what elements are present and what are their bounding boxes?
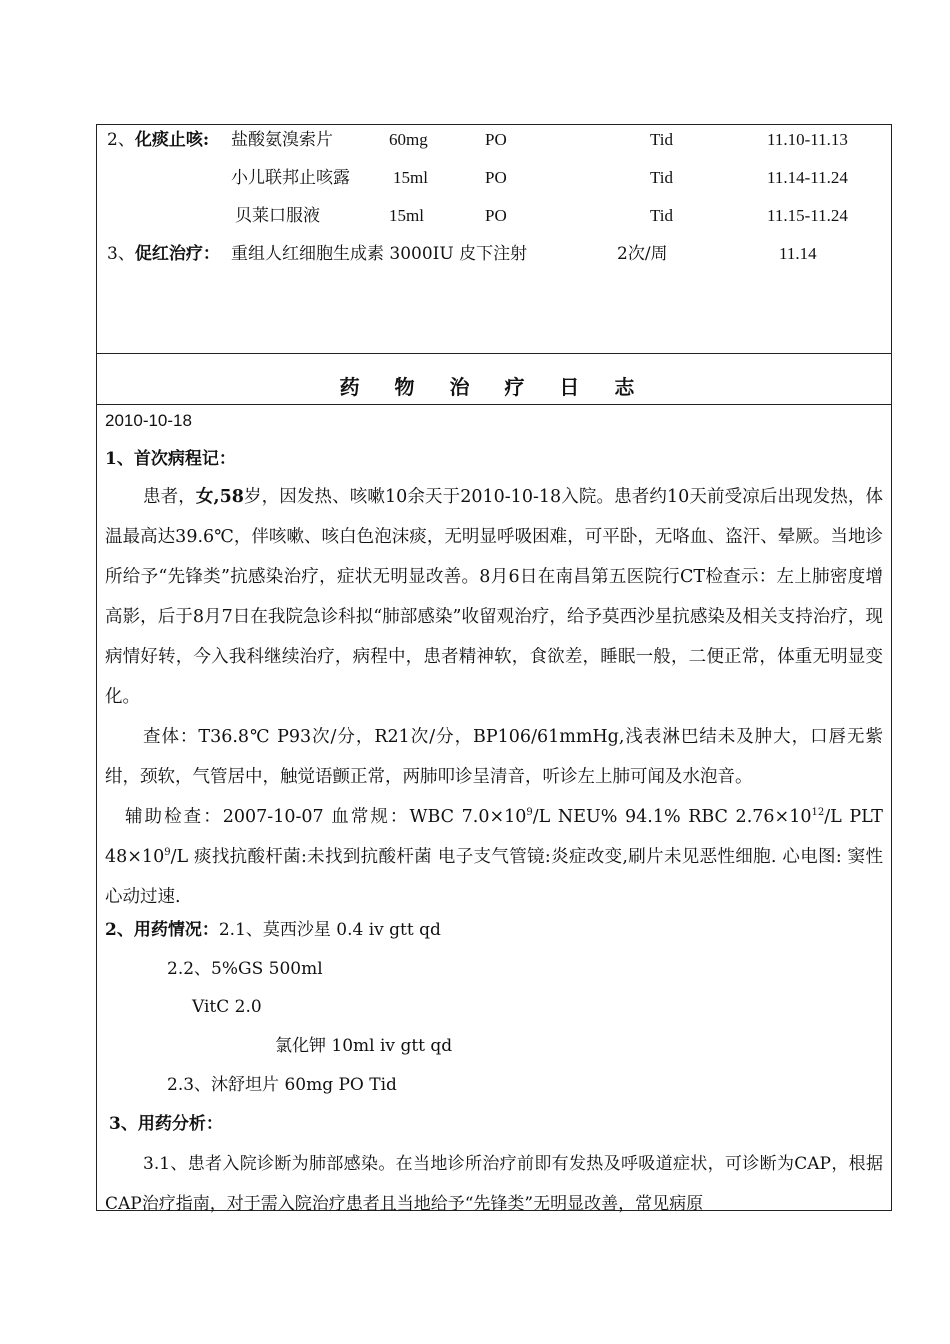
drug-dose: 15ml [393, 168, 428, 187]
drug-dose: 60mg [389, 130, 428, 149]
log-date: 2010-10-18 [105, 411, 192, 430]
medication-line: 氯化钾 10ml iv gtt qd [275, 1036, 453, 1056]
drug-frequency: Tid [650, 206, 674, 225]
drug-frequency: Tid [650, 168, 674, 187]
drug-route: PO [485, 130, 507, 149]
row-label: 2、化痰止咳: [107, 130, 210, 150]
drug-dates: 11.14-11.24 [767, 168, 848, 187]
section-title: 药 物 治 疗 日 志 [339, 375, 649, 399]
medication-line: 2.2、5%GS 500ml [167, 959, 323, 979]
drug-name: 贝莱口服液 [235, 206, 320, 226]
divider [97, 404, 891, 405]
drug-name: 重组人红细胞生成素 3000IU 皮下注射 [231, 244, 528, 264]
medication-line: 2、用药情况：2.1、莫西沙星 0.4 iv gtt qd [105, 920, 441, 940]
drug-name: 小儿联邦止咳露 [231, 168, 350, 188]
first-record-paragraph: 患者，女,58岁，因发热、咳嗽10余天于2010-10-18入院。患者约10天前受凉后出现发热，体温最高达39.6℃，伴咳嗽、咳白色泡沫痰，无明显呼吸困难，可平卧，无咯血、盗汗、晕厥。当地诊所给予“先锋类”抗感染治疗，症状无明显改善。8月6日在南昌第五医院行CT检查示：左上肺密度增高影，后于8月7日在我院急诊科拟“肺部感染”收留观治疗，给予莫西沙星抗感染及相关支持治疗，现病情好转，今入我科继续治疗，病程中，患者精神软，食欲差，睡眠一般，二便正常，体重无明显变化。 [105, 487, 884, 707]
divider [97, 353, 891, 354]
drug-dates: 11.15-11.24 [767, 206, 848, 225]
medication-line: VitC 2.0 [192, 997, 262, 1017]
drug-dates: 11.10-11.13 [767, 130, 848, 149]
drug-name: 盐酸氨溴索片 [231, 130, 333, 150]
row-label: 3、促红治疗： [107, 244, 220, 264]
drug-route: PO [485, 168, 507, 187]
drug-frequency: 2次/周 [617, 244, 668, 264]
drug-dose: 15ml [389, 206, 424, 225]
drug-route: PO [485, 206, 507, 225]
drug-dates: 11.14 [779, 244, 817, 263]
lab-paragraph: 辅助检查：2007-10-07 血常规：WBC $7.0\times 10^9/L$ NEU% 94.1% RBC $2.76\times 10^{12}/L$ PLT $48\times 10^9/L$ 痰找抗酸杆菌:未找到抗酸杆菌 电子支气管镜:炎症改变,刷片未见恶性细胞. 心电图: 窦性心动过速. [105, 807, 883, 907]
exam-paragraph: 查体：T36.8℃ P93次/分，R21次/分，BP106/61mmHg,浅表淋巴结未及肿大，口唇无紫绀，颈软，气管居中，触觉语颤正常，两肺叩诊呈清音，听诊左上肺可闻及水泡音。 [105, 727, 883, 787]
heading-first-record: 1、首次病程记： [105, 449, 236, 469]
drug-frequency: Tid [650, 130, 674, 149]
medication-line: 2.3、沐舒坦片 60mg PO Tid [167, 1075, 397, 1095]
heading-analysis: 3、用药分析： [109, 1114, 223, 1134]
record-table [96, 124, 892, 1214]
analysis-paragraph: 3.1、患者入院诊断为肺部感染。在当地诊所治疗前即有发热及呼吸道症状，可诊断为CAP，根据CAP治疗指南，对于需入院治疗患者且当地给予“先锋类”无明显改善，常见病原 [105, 1154, 883, 1214]
